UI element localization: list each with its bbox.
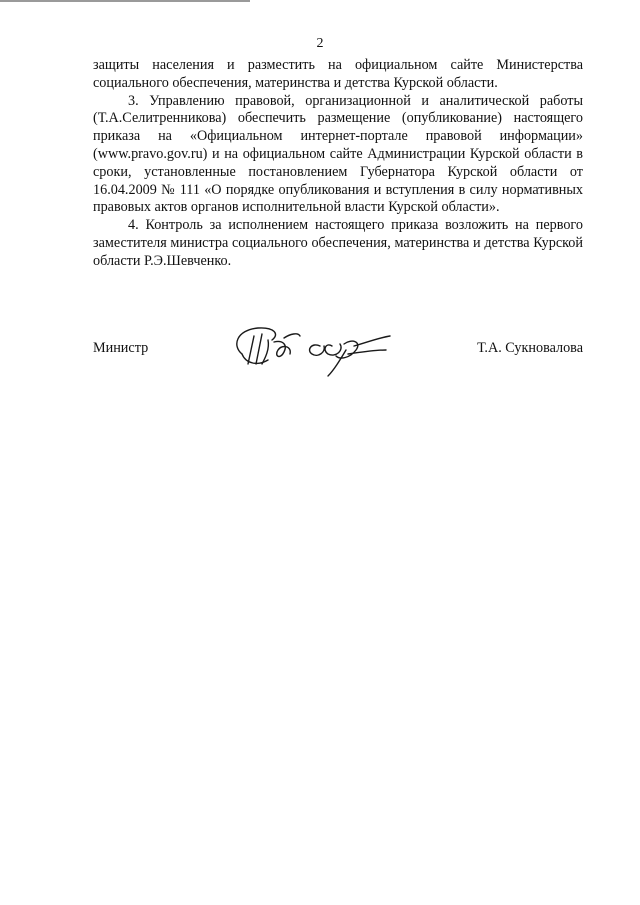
top-rule <box>0 0 250 2</box>
signer-position: Министр <box>93 340 149 356</box>
paragraph-item-4: 4. Контроль за исполнением настоящего приказа возложить на первого заместителя министра социального обеспечения, материнства и детства Курской области Р.Э.Шевченко. <box>93 217 583 269</box>
signer-name: Т.А. Сукновалова <box>477 340 583 356</box>
signature-block <box>93 320 583 380</box>
handwritten-signature <box>228 320 398 380</box>
document-body <box>93 57 583 271</box>
paragraph-item-3: 3. Управлению правовой, организационной и аналитической работы (Т.А.Селитренникова) обеспечить размещение (опубликование) настоящего приказа на «Официальном интернет-портале правовой информации» (www.pravo.gov.ru) и на официальном сайте Администрации Курской области в сроки, установленные постановлением Губернатора Курской области от 16.04.2009 № 111 «О порядке опубликования и вступления в силу нормативных правовых актов органов исполнительной власти Курской области». <box>93 92 583 216</box>
page-number: 2 <box>316 36 324 51</box>
paragraph-continuation: защиты населения и разместить на официальном сайте Министерства социального обеспечения, материнства и детства Курской области. <box>93 57 583 91</box>
